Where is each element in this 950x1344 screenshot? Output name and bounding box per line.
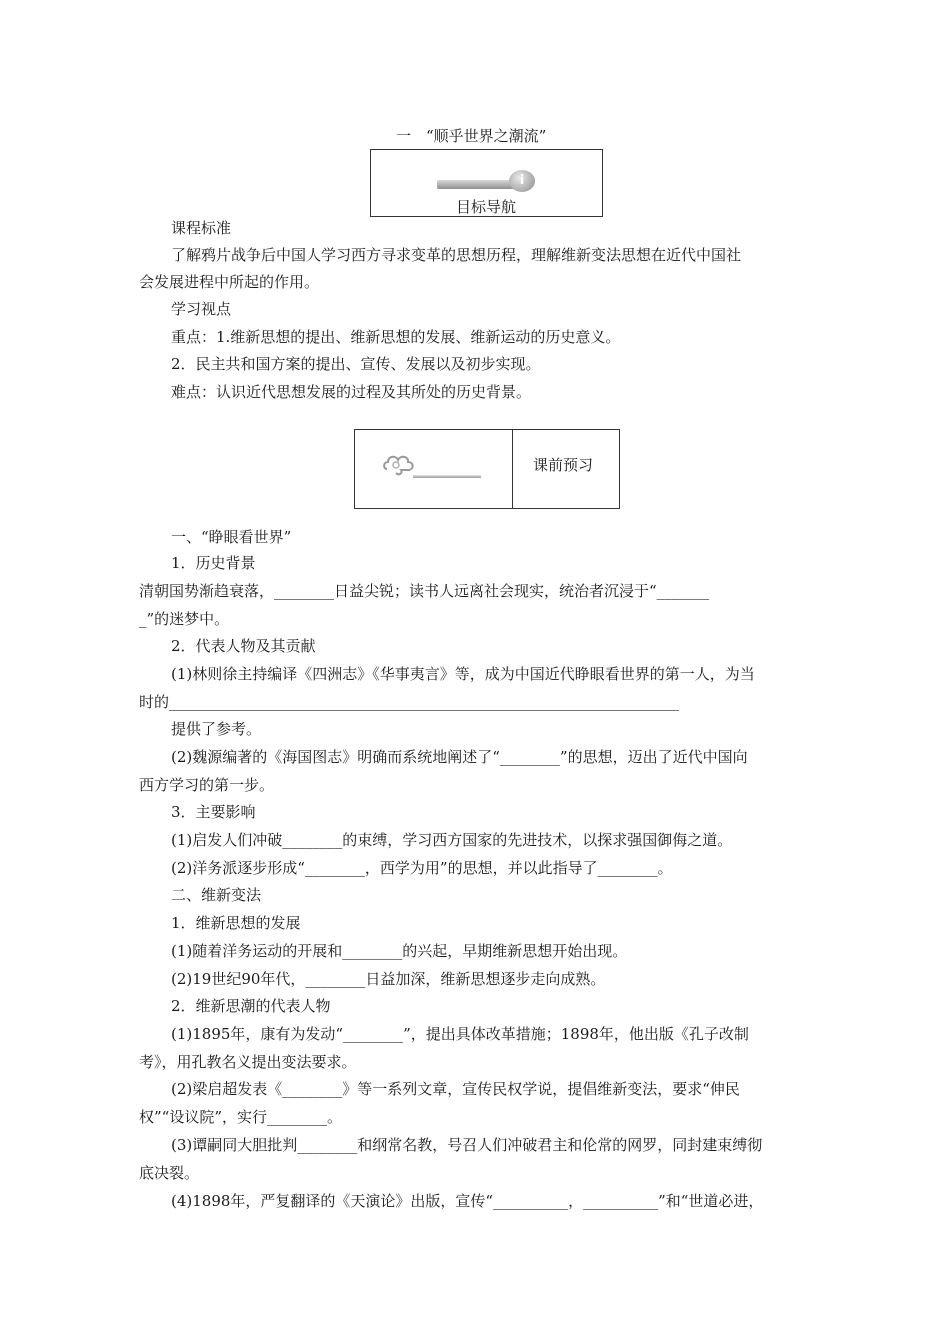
paragraph-line: _”的迷梦中。 [139, 610, 230, 628]
objectives-nav-box [370, 149, 603, 217]
subheading: 1．维新思想的发展 [171, 914, 301, 932]
paragraph-line: (4)1898年，严复翻译的《天演论》出版，宣传“__________，__________”和“世道必进， [171, 1192, 764, 1210]
section-heading: 二、维新变法 [171, 886, 262, 904]
info-icon: i [509, 170, 535, 192]
paragraph-line: 考》，用孔教名义提出变法要求。 [139, 1053, 357, 1071]
subheading: 2．代表人物及其贡献 [171, 637, 316, 655]
paragraph-line: 提供了参考。 [171, 720, 262, 738]
paragraph-line: 底决裂。 [139, 1164, 200, 1182]
box-divider [512, 430, 513, 508]
paragraph-line: (2)洋务派逐步形成“________，西学为用”的思想，并以此指导了________。 [171, 859, 673, 877]
preview-bar-graphic [413, 475, 481, 478]
paragraph-line: 难点：认识近代思想发展的过程及其所处的历史背景。 [171, 383, 532, 401]
paragraph-line: (1)启发人们冲破________的束缚，学习西方国家的先进技术，以探求强国御侮之道。 [171, 831, 733, 849]
paragraph-line: 会发展进程中所起的作用。 [139, 273, 320, 291]
subheading: 1．历史背景 [171, 554, 256, 572]
subheading: 2．维新思潮的代表人物 [171, 997, 331, 1015]
subheading: 3．主要影响 [171, 803, 256, 821]
heading-course-standard: 课程标准 [171, 219, 232, 237]
paragraph-line: 重点：1.维新思想的提出、维新思想的发展、维新运动的历史意义。 [171, 328, 621, 346]
paragraph-line: (1)1895年，康有为发动“________”，提出具体改革措施；1898年，他出版《孔子改制 [171, 1025, 749, 1043]
cloud-icon [381, 451, 417, 479]
paragraph-line: 权”“设议院”，实行________。 [139, 1108, 343, 1126]
paragraph-line: 西方学习的第一步。 [139, 776, 275, 794]
paragraph-line: (2)魏源编著的《海国图志》明确而系统地阐述了“________”的思想，迈出了近代中国向 [171, 748, 748, 766]
section-heading: 一、“睁眼看世界” [171, 528, 292, 546]
paragraph-line: (2)梁启超发表《________》等一系列文章，宣传民权学说，提倡维新变法，要求“伸民 [171, 1080, 740, 1098]
paragraph-line: (2)19世纪90年代，________日益加深，维新思想逐步走向成熟。 [171, 970, 606, 988]
section-title: 一 “顺乎世界之潮流” [396, 127, 547, 145]
preview-label: 课前预习 [533, 456, 594, 474]
paragraph-line: (3)谭嗣同大胆批判________和纲常名教，号召人们冲破君主和伦常的网罗，同封建束缚彻 [171, 1136, 763, 1154]
preview-section-box [354, 429, 620, 509]
paragraph-line: (1)随着洋务运动的开展和________的兴起，早期维新思想开始出现。 [171, 942, 628, 960]
paragraph-line: (1)林则徐主持编译《四洲志》《华事夷言》等，成为中国近代睁眼看世界的第一人，为当 [171, 665, 755, 683]
paragraph-line: 2．民主共和国方案的提出、宣传、发展以及初步实现。 [171, 355, 541, 373]
heading-study-focus: 学习视点 [171, 300, 232, 318]
paragraph-line: 清朝国势渐趋衰落，________日益尖锐；读书人远离社会现实，统治者沉浸于“_______ [139, 582, 710, 600]
paragraph-line: 时的____________________________________________________________________ [139, 693, 680, 711]
paragraph-line: 了解鸦片战争后中国人学习西方寻求变革的思想历程，理解维新变法思想在近代中国社 [171, 246, 742, 264]
objectives-nav-label: 目标导航 [456, 198, 517, 216]
